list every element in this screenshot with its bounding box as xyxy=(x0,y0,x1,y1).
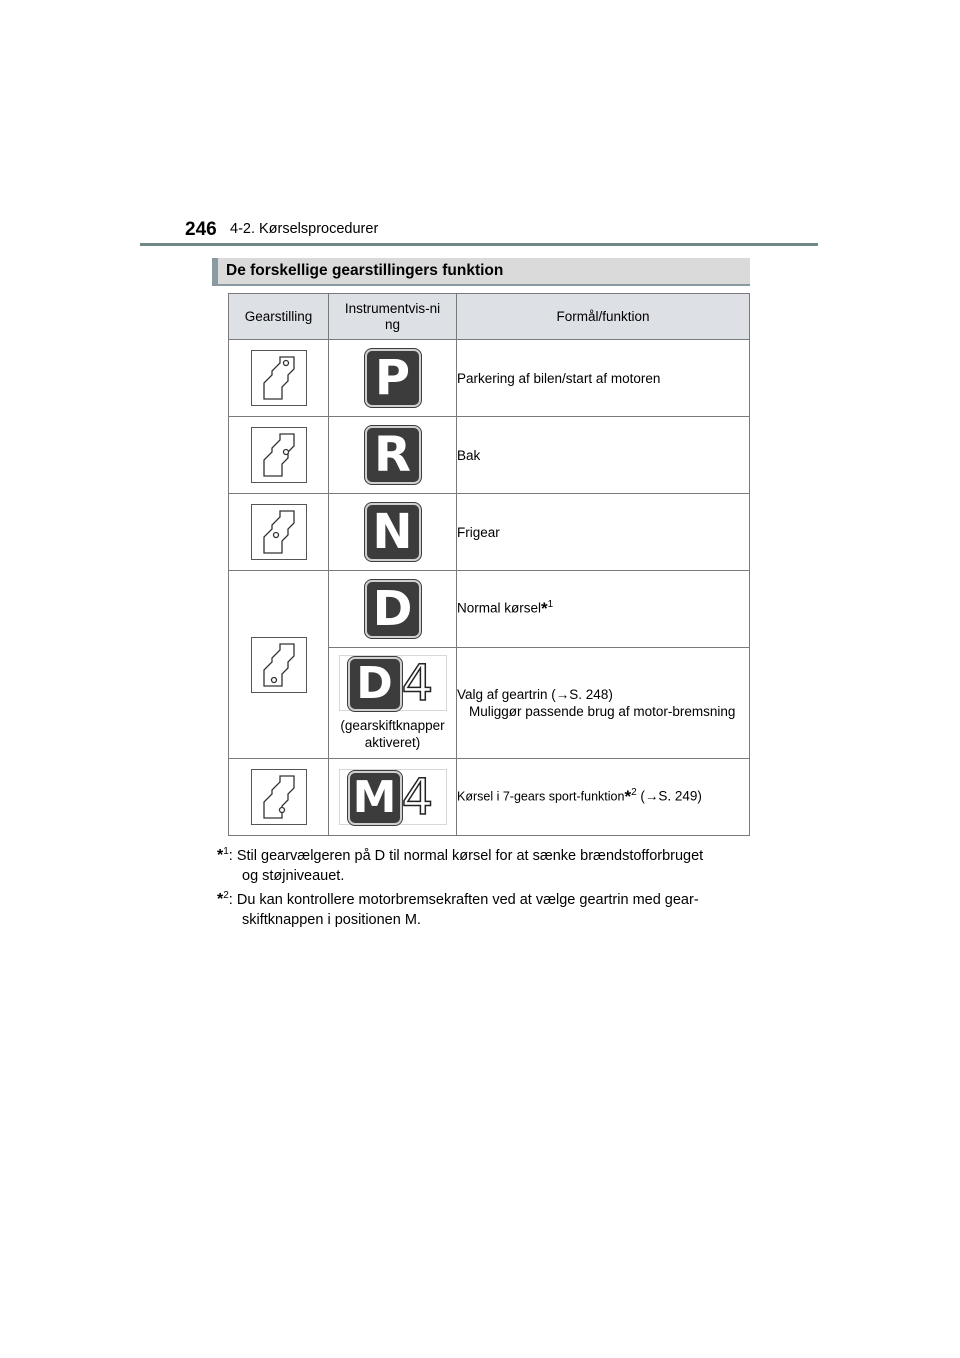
shift-gate-r-icon xyxy=(251,427,307,483)
gear-m4-icon xyxy=(339,769,447,825)
table-header-row xyxy=(229,294,750,340)
header-shift-position: Gearstilling xyxy=(229,294,329,340)
footnote-text-cont: skiftknappen i positionen M. xyxy=(242,911,421,928)
function-text: Kørsel i 7-gears sport-funktion xyxy=(457,789,625,804)
shift-gate-m-icon xyxy=(251,769,307,825)
asterisk: * xyxy=(217,890,224,908)
asterisk: * xyxy=(624,787,632,806)
function-cell: Bak xyxy=(457,417,750,494)
chapter-title: 4-2. Kørselsprocedurer xyxy=(230,221,379,237)
gear-r-icon: R xyxy=(365,426,421,484)
function-text: Normal kørsel xyxy=(457,600,542,616)
function-cell: Frigear xyxy=(457,494,750,571)
header-rule xyxy=(140,243,818,246)
footnote-number: 1 xyxy=(223,846,229,857)
section-title: De forskellige gearstillingers funktion xyxy=(226,262,504,279)
shift-cell xyxy=(229,340,329,417)
function-cell xyxy=(457,648,750,759)
footnote-2 xyxy=(217,886,745,930)
instrument-cell xyxy=(329,571,457,648)
table-row xyxy=(229,417,750,494)
table-row xyxy=(229,494,750,571)
asterisk: * xyxy=(217,846,224,864)
instrument-note: (gearskiftknapper aktiveret) xyxy=(340,718,445,750)
footnote-ref: 2 xyxy=(631,787,637,798)
header-function: Formål/funktion xyxy=(457,294,750,340)
shift-gate-n-icon xyxy=(251,504,307,560)
shift-gate-p-icon xyxy=(251,350,307,406)
function-cell xyxy=(457,571,750,648)
instrument-cell xyxy=(329,494,457,571)
function-cell xyxy=(457,759,750,836)
gear-d-letter: D xyxy=(348,657,402,711)
gear-digit: 4 xyxy=(401,768,434,826)
footnote-text: : Stil gearvælgeren på D til normal kørsel for at sænke brændstofforbruget xyxy=(228,847,704,864)
footnote-1 xyxy=(217,842,745,886)
gear-digit: 4 xyxy=(401,654,434,712)
header-instrument xyxy=(329,294,457,340)
footnote-text: : Du kan kontrollere motorbremsekraften ved at vælge geartrin med gear- xyxy=(228,891,699,908)
gear-d-icon: D xyxy=(365,580,421,638)
shift-cell xyxy=(229,571,329,759)
shift-cell xyxy=(229,494,329,571)
page-number: 246 xyxy=(185,219,217,240)
gear-positions-table xyxy=(228,293,750,836)
section-accent xyxy=(212,258,218,286)
footnote-text-cont: og støjniveauet. xyxy=(242,867,345,884)
table-row xyxy=(229,340,750,417)
table-row xyxy=(229,759,750,836)
instrument-cell xyxy=(329,417,457,494)
instrument-cell xyxy=(329,759,457,836)
function-subtext: Muliggør passende brug af motor-bremsning xyxy=(469,704,736,719)
shift-gate-d-icon xyxy=(251,637,307,693)
gear-d4-icon xyxy=(339,655,447,711)
gear-p-icon: P xyxy=(365,349,421,407)
gear-n-icon: N xyxy=(365,503,421,561)
gear-m-letter: M xyxy=(348,771,402,825)
footnote-number: 2 xyxy=(223,890,229,901)
table-row xyxy=(229,571,750,648)
page-reference: (→S. 249) xyxy=(640,788,702,804)
header-instrument-label: Instrumentvis-ning xyxy=(344,300,441,332)
instrument-cell xyxy=(329,340,457,417)
asterisk: * xyxy=(541,599,548,618)
shift-cell xyxy=(229,759,329,836)
shift-cell xyxy=(229,417,329,494)
function-cell: Parkering af bilen/start af motoren xyxy=(457,340,750,417)
footnote-ref: 1 xyxy=(547,599,554,610)
function-text: Valg af geartrin (→S. 248) xyxy=(457,687,613,702)
instrument-cell xyxy=(329,648,457,759)
section-heading-bar xyxy=(212,258,750,286)
